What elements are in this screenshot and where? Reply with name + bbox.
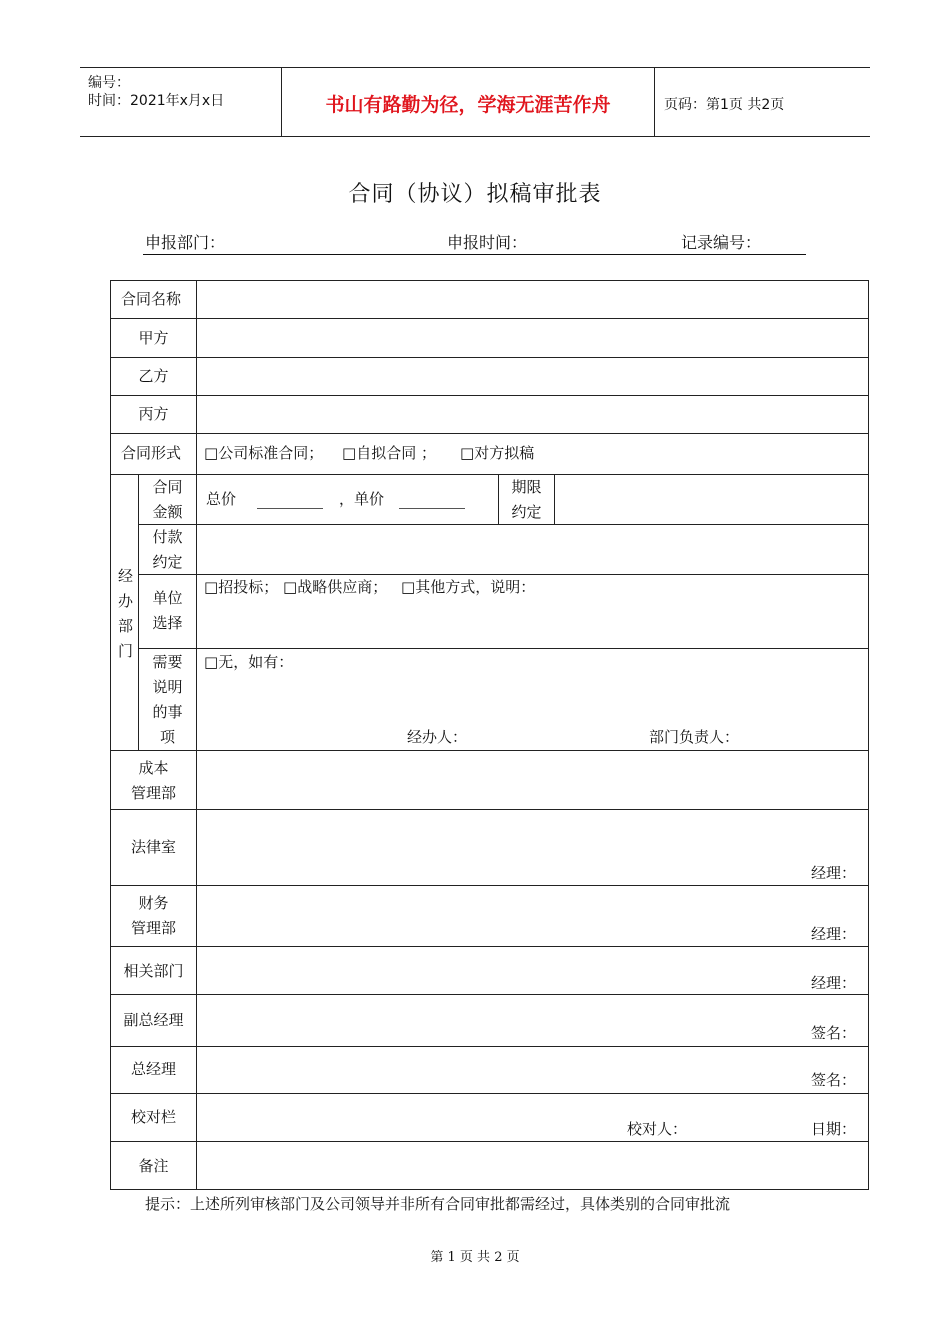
related-dept-label: 相关部门 <box>123 962 184 980</box>
unit-selection-label <box>139 586 196 636</box>
row-line <box>111 994 868 995</box>
option-strategic-supplier[interactable] <box>283 575 387 600</box>
total-price-label: 总价 <box>206 490 237 508</box>
char: 部 <box>118 617 134 635</box>
number-label: 编号： <box>88 75 130 91</box>
page-footer: 第 1 页 共 2 页 <box>430 1250 520 1265</box>
unit-price-field[interactable] <box>399 508 465 509</box>
row-line <box>111 1046 868 1047</box>
header-page-cell <box>654 68 870 136</box>
row-line <box>111 885 868 886</box>
gm-label: 总经理 <box>130 1060 176 1078</box>
notes-needed-label <box>139 650 196 750</box>
char: 门 <box>118 642 134 660</box>
label-line: 需要 <box>152 653 183 671</box>
row-line <box>111 1093 868 1094</box>
vice-gm-label: 副总经理 <box>123 1011 184 1029</box>
remarks-label: 备注 <box>138 1157 169 1175</box>
party-a-field[interactable] <box>197 319 868 357</box>
unit-price-label: ，单价 <box>339 490 385 508</box>
option-none[interactable] <box>204 650 293 675</box>
option-label: 无，如有： <box>218 653 294 671</box>
option-tender[interactable] <box>204 575 278 600</box>
row-line <box>111 809 868 810</box>
dept-head-label: 部门负责人： <box>649 728 740 746</box>
term-agreement-label <box>499 475 554 525</box>
label-line: 约定 <box>511 503 542 521</box>
option-other-method[interactable] <box>401 575 535 600</box>
page-info: 页码：第1页 共2页 <box>664 97 785 113</box>
total-price-field[interactable] <box>257 508 323 509</box>
label-line: 财务 <box>138 894 169 912</box>
option-label: 招投标； <box>218 578 279 596</box>
label-line: 合同 <box>152 478 183 496</box>
label-line: 项 <box>159 728 175 746</box>
time-label: 时间：2021年x月x日 <box>88 93 225 109</box>
option-label: 自拟合同 ； <box>356 444 436 462</box>
contract-amount-label <box>139 475 196 525</box>
row-line <box>138 648 868 649</box>
term-agreement-field[interactable] <box>555 475 868 524</box>
report-info-line <box>143 228 806 255</box>
cost-mgmt-label <box>111 756 196 806</box>
record-number-label: 记录编号： <box>681 233 762 252</box>
footnote: 提示：上述所列审核部门及公司领导并非所有合同审批都需经过，具体类别的合同审批流 <box>145 1195 731 1213</box>
option-label: 战略供应商； <box>297 578 388 596</box>
option-label: 对方拟稿 <box>474 444 535 462</box>
party-b-label: 乙方 <box>138 367 169 385</box>
proofread-label: 校对栏 <box>130 1108 176 1126</box>
party-c-label: 丙方 <box>138 405 169 423</box>
option-label: 其他方式，说明： <box>415 578 536 596</box>
cost-mgmt-field[interactable] <box>197 751 868 809</box>
row-line <box>111 433 868 434</box>
contract-name-field[interactable] <box>197 281 868 318</box>
payment-terms-label <box>139 525 196 575</box>
contract-form-label: 合同形式 <box>121 444 182 462</box>
label-line: 成本 <box>138 759 169 777</box>
related-dept-manager-sign: 经理： <box>811 974 857 992</box>
option-counterparty-draft[interactable] <box>460 441 534 466</box>
party-a-label: 甲方 <box>138 329 169 347</box>
gm-sign: 签名： <box>811 1071 857 1089</box>
motto: 书山有路勤为径，学海无涯苦作舟 <box>325 94 611 116</box>
char: 办 <box>118 592 134 610</box>
row-line <box>111 946 868 947</box>
vice-gm-sign: 签名： <box>811 1024 857 1042</box>
char: 经 <box>118 567 134 585</box>
option-standard-contract[interactable] <box>204 441 323 466</box>
label-line: 期限 <box>511 478 542 496</box>
label-line: 管理部 <box>130 919 176 937</box>
party-c-field[interactable] <box>197 396 868 433</box>
payment-terms-field[interactable] <box>197 525 868 574</box>
finance-label <box>111 891 196 941</box>
label-line: 付款 <box>152 528 183 546</box>
report-time-label: 申报时间： <box>447 233 528 252</box>
handler-label: 经办人： <box>407 728 468 746</box>
approval-form-table <box>110 280 869 1190</box>
dept-label: 申报部门： <box>145 233 226 252</box>
option-self-drafted[interactable] <box>342 441 436 466</box>
header-meta <box>80 68 280 136</box>
label-line: 说明 <box>152 678 183 696</box>
label-line: 单位 <box>152 589 183 607</box>
party-b-field[interactable] <box>197 358 868 395</box>
finance-manager-sign: 经理： <box>811 925 857 943</box>
legal-manager-sign: 经理： <box>811 864 857 882</box>
document-header <box>80 67 870 137</box>
page-title: 合同（协议）拟稿审批表 <box>348 182 602 207</box>
option-label: 公司标准合同； <box>218 444 324 462</box>
label-line: 约定 <box>152 553 183 571</box>
label-line: 选择 <box>152 614 183 632</box>
label-line: 的事 <box>152 703 183 721</box>
contract-name-label: 合同名称 <box>121 290 182 308</box>
proofread-date-label: 日期： <box>811 1120 857 1138</box>
legal-label: 法律室 <box>130 838 176 856</box>
label-line: 管理部 <box>130 784 176 802</box>
proofreader-label: 校对人： <box>627 1120 688 1138</box>
handling-dept-label <box>118 564 134 664</box>
header-motto-cell <box>281 68 655 136</box>
label-line: 金额 <box>152 503 183 521</box>
remarks-field[interactable] <box>197 1142 868 1189</box>
